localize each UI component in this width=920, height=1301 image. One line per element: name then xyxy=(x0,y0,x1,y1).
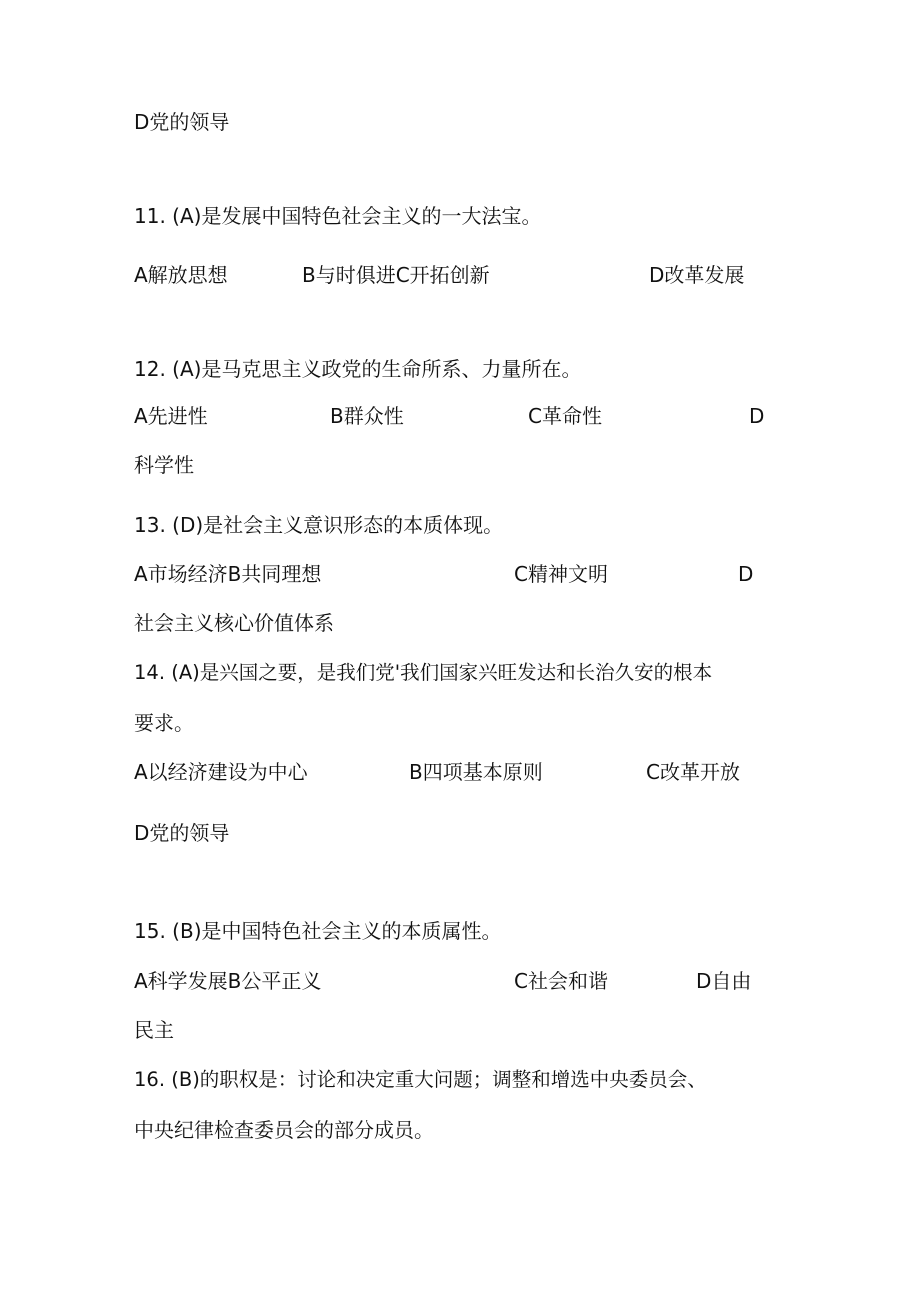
q12-option-d-letter: D xyxy=(749,404,765,428)
q14-option-d: D党的领导 xyxy=(134,821,230,845)
q13-option-d-text: 社会主义核心价值体系 xyxy=(134,611,334,635)
question-12: 12. (A)是马克思主义政党的生命所系、力量所在。 xyxy=(134,357,582,381)
q11-option-a: A解放思想 xyxy=(134,263,228,287)
q11-option-d: D改革发展 xyxy=(649,263,745,287)
q13-option-a-b: A市场经济B共同理想 xyxy=(134,562,322,586)
q14-option-c: C改革开放 xyxy=(646,760,740,784)
q15-option-a-b: A科学发展B公平正义 xyxy=(134,969,322,993)
q12-option-c: C革命性 xyxy=(528,404,602,428)
q15-option-d-start: D自由 xyxy=(696,969,752,993)
question-15: 15. (B)是中国特色社会主义的本质属性。 xyxy=(134,919,502,943)
q13-option-d-letter: D xyxy=(738,562,754,586)
q12-option-a: A先进性 xyxy=(134,404,208,428)
option-line-d-party-leadership: D党的领导 xyxy=(134,110,230,134)
question-14: 14. (A)是兴国之要，是我们党'我们国家兴旺发达和长治久安的根本 xyxy=(134,661,713,684)
question-16-continued: 中央纪律检查委员会的部分成员。 xyxy=(134,1118,434,1142)
q13-option-c: C精神文明 xyxy=(514,562,608,586)
q14-option-a: A以经济建设为中心 xyxy=(134,760,308,784)
q11-option-b-c: B与时俱进C开拓创新 xyxy=(302,263,490,287)
question-14-continued: 要求。 xyxy=(134,711,194,735)
q14-option-b: B四项基本原则 xyxy=(409,760,543,784)
q12-option-b: B群众性 xyxy=(330,404,404,428)
q15-option-c: C社会和谐 xyxy=(514,969,608,993)
question-11: 11. (A)是发展中国特色社会主义的一大法宝。 xyxy=(134,204,542,228)
q15-option-d-end: 民主 xyxy=(134,1018,174,1042)
q12-option-d-text: 科学性 xyxy=(134,453,194,477)
question-16: 16. (B)的职权是：讨论和决定重大问题；调整和增选中央委员会、 xyxy=(134,1068,707,1091)
question-13: 13. (D)是社会主义意识形态的本质体现。 xyxy=(134,513,504,537)
